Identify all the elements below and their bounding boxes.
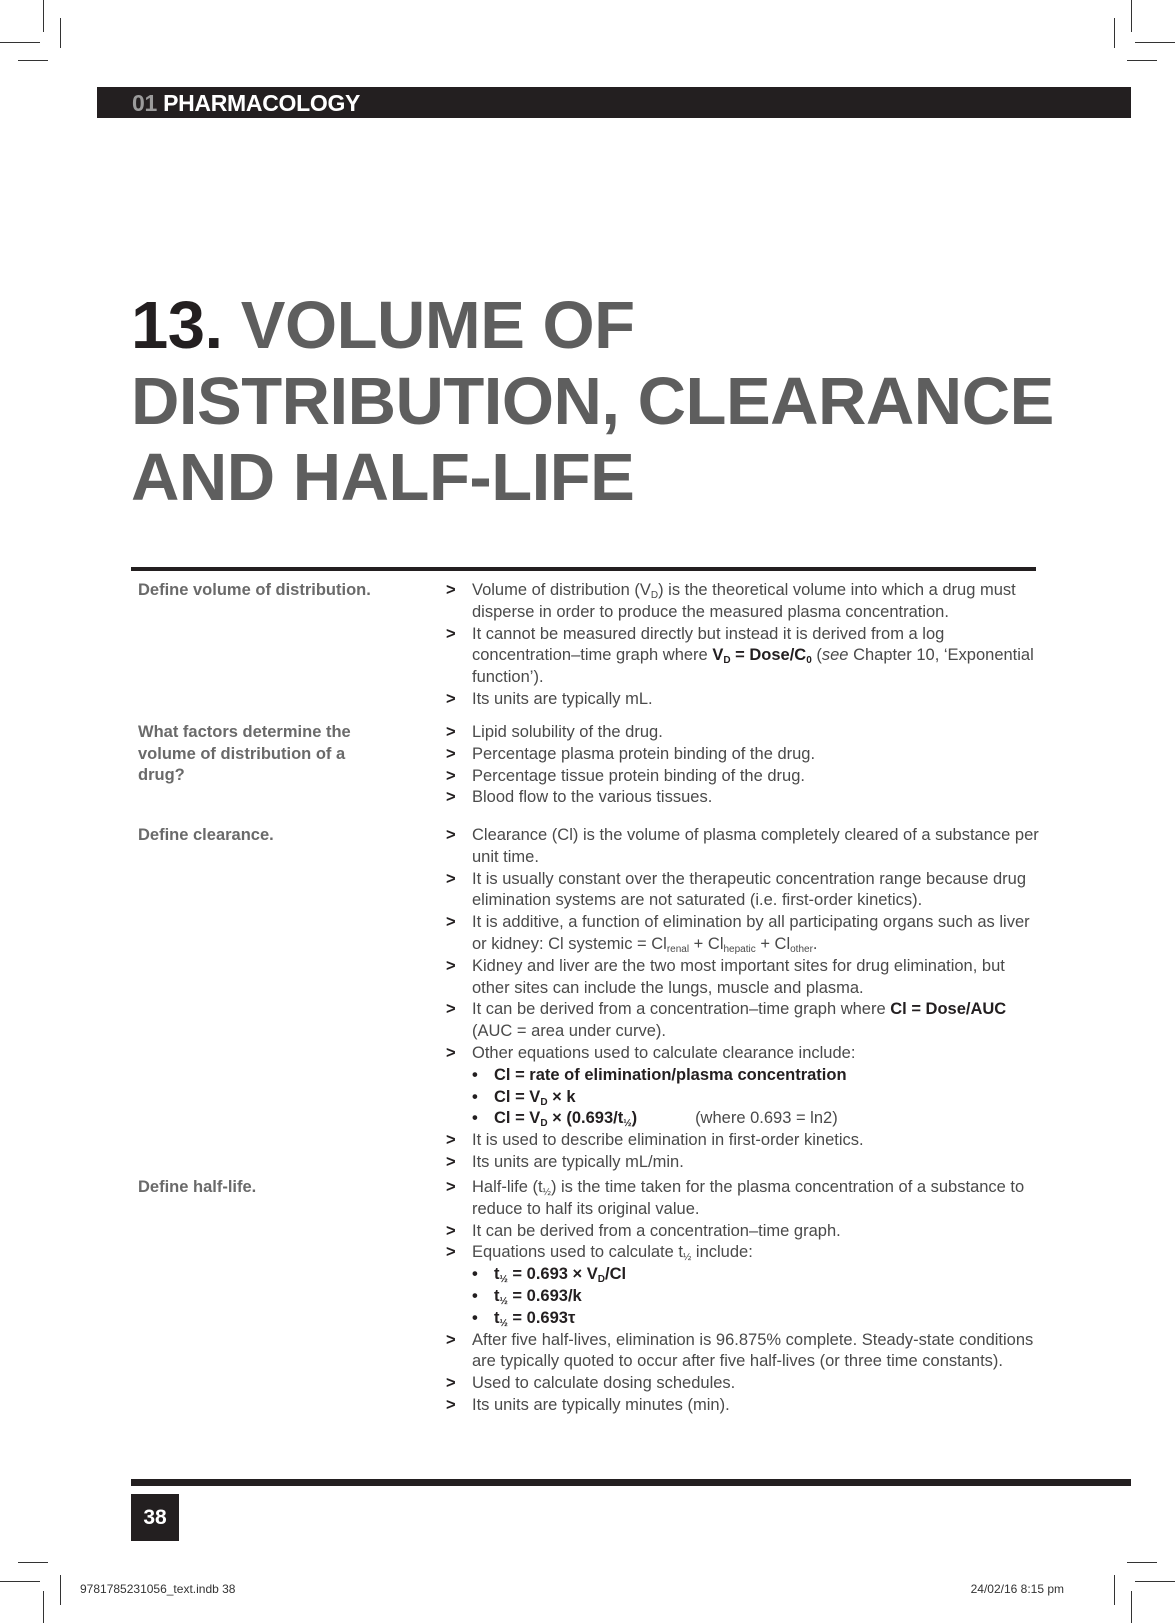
crop-mark bbox=[60, 1575, 61, 1605]
crop-mark bbox=[1135, 42, 1175, 43]
crop-mark bbox=[60, 18, 61, 48]
answer-item: > Lipid solubility of the drug. bbox=[446, 722, 1046, 744]
answer-item: > Equations used to calculate $t_{\frac{1}{2}}$ include: • $t_{\frac{1}{2}} = 0.693 \times V_D/Cl$ • $t_{\frac{1}{2}} = 0.693/k$ • $t_{\frac{1}{2}} = 0.693\tau$ bbox=[446, 1242, 1046, 1329]
answer-item: > Blood flow to the various tissues. bbox=[446, 787, 1046, 809]
answer-item: > Its units are typically minutes (min). bbox=[446, 1395, 1046, 1417]
answer-item: > Other equations used to calculate clearance include: • Cl = rate of elimination/plasma concentration • $Cl = V_D \times k$ • $Cl = V_D \times (0.693/t_{\frac{1}{2}})$ (where 0.693 = ln2) bbox=[446, 1043, 1046, 1130]
section-title: PHARMACOLOGY bbox=[163, 90, 361, 116]
section-header bbox=[97, 87, 1131, 118]
crop-mark bbox=[1131, 1591, 1132, 1623]
answer-item: > Kidney and liver are the two most important sites for drug elimination, but other sites can include the lungs, muscle and plasma. bbox=[446, 956, 1046, 1000]
crop-mark bbox=[1114, 1575, 1115, 1605]
answer-item: > Clearance (Cl) is the volume of plasma completely cleared of a substance per unit time. bbox=[446, 825, 1046, 869]
crop-mark bbox=[1135, 1581, 1175, 1582]
section-label bbox=[132, 90, 360, 117]
chapter-number: 13. bbox=[131, 288, 223, 363]
answer-item: > After five half-lives, elimination is 96.875% complete. Steady-state conditions are typically quoted to occur after five half-lives (or three time constants). bbox=[446, 1330, 1046, 1374]
chapter-title-text: VOLUME OF DISTRIBUTION, CLEARANCE AND HALF-LIFE bbox=[131, 288, 1054, 515]
bottom-rule bbox=[131, 1479, 1131, 1486]
answer-item: > It can be derived from a concentration–time graph where Cl = Dose/AUC (AUC = area under curve). bbox=[446, 999, 1046, 1043]
question: Define volume of distribution. bbox=[138, 581, 371, 599]
question: Define half-life. bbox=[138, 1178, 257, 1196]
answer-item: > Used to calculate dosing schedules. bbox=[446, 1373, 1046, 1395]
crop-mark bbox=[1127, 60, 1157, 61]
answer-item: > Its units are typically mL/min. bbox=[446, 1152, 1046, 1174]
answer-list bbox=[446, 825, 1046, 1174]
top-rule bbox=[131, 567, 1036, 571]
answer-list bbox=[446, 580, 1046, 711]
crop-mark bbox=[18, 1562, 48, 1563]
crop-mark bbox=[43, 0, 44, 32]
answer-item: > Percentage plasma protein binding of the drug. bbox=[446, 744, 1046, 766]
crop-mark bbox=[1127, 1562, 1157, 1563]
chapter-title bbox=[131, 288, 1071, 516]
question: Define clearance. bbox=[138, 826, 274, 844]
crop-mark bbox=[18, 60, 48, 61]
crop-mark bbox=[0, 42, 40, 43]
answer-item: > It is usually constant over the therapeutic concentration range because drug elimination systems are not saturated (i.e. first-order kinetics). bbox=[446, 869, 1046, 913]
answer-item: > Percentage tissue protein binding of the drug. bbox=[446, 766, 1046, 788]
answer-list bbox=[446, 1177, 1046, 1417]
answer-item: > Volume of distribution $(V_D)$ is the theoretical volume into which a drug must disperse in order to produce the measured plasma concentration. bbox=[446, 580, 1046, 624]
answer-item: > Its units are typically mL. bbox=[446, 689, 1046, 711]
crop-mark bbox=[0, 1581, 40, 1582]
answer-list bbox=[446, 722, 1046, 809]
question: What factors determine the volume of distribution of a drug? bbox=[138, 723, 351, 784]
section-number: 01 bbox=[132, 90, 157, 116]
print-slug-right: 24/02/16 8:15 pm bbox=[970, 1582, 1064, 1596]
crop-mark bbox=[1131, 0, 1132, 32]
answer-item: > It can be derived from a concentration–time graph. bbox=[446, 1221, 1046, 1243]
print-slug-left: 9781785231056_text.indb 38 bbox=[80, 1582, 236, 1596]
page-number: 38 bbox=[131, 1494, 179, 1541]
answer-item: > It is used to describe elimination in first-order kinetics. bbox=[446, 1130, 1046, 1152]
answer-item: > Half-life $(t_{\frac{1}{2}})$ is the time taken for the plasma concentration of a substance to reduce to half its original value. bbox=[446, 1177, 1046, 1221]
answer-item: > It is additive, a function of elimination by all participating organs such as liver or kidney: Cl systemic = $Cl_{renal} + Cl_{hepatic} + Cl_{other}$. bbox=[446, 912, 1046, 956]
crop-mark bbox=[43, 1591, 44, 1623]
answer-item: > It cannot be measured directly but instead it is derived from a log concentration–time graph where $V_D$ = Dose/$C_0$ (see Chapter 10, ‘Exponential function’). bbox=[446, 624, 1046, 689]
crop-mark bbox=[1114, 18, 1115, 48]
